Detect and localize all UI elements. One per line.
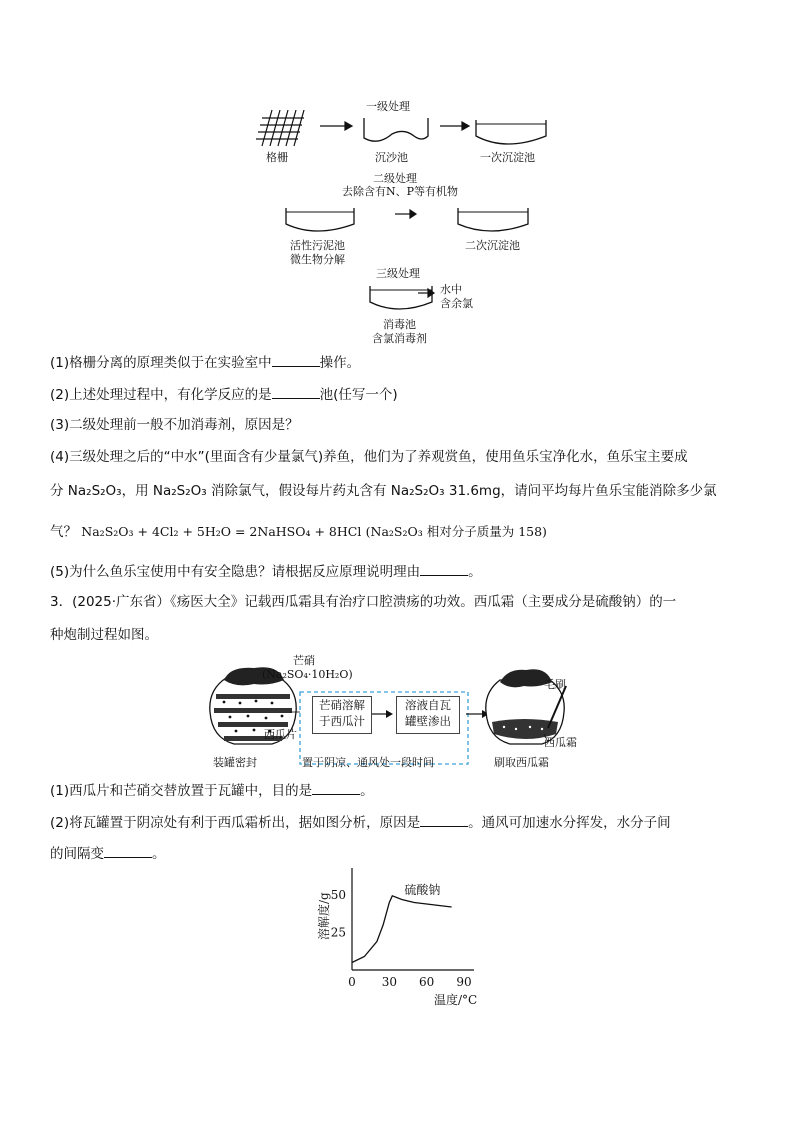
answer-blank[interactable]: [420, 812, 468, 827]
answer-blank[interactable]: [312, 780, 360, 795]
grate-label: 格栅: [266, 151, 288, 164]
question-3-2-line1: [50, 812, 671, 833]
answer-blank[interactable]: [104, 843, 152, 858]
question-2-3: (3)二级处理前一般不加消毒剂，原因是？: [50, 417, 299, 433]
process-box-dissolve: [312, 696, 372, 734]
arrow-right-icon: [386, 710, 393, 718]
brush-label: 毛刷: [544, 678, 566, 691]
solubility-chart: [300, 866, 500, 1012]
q2-1-tail: 操作。: [319, 355, 361, 371]
molar-mass-note: (Na₂S₂O₃ 相对分子质量为 158): [365, 524, 547, 539]
question-2-4-line2: 分 Na₂S₂O₃，用 Na₂S₂O₃ 消除氯气，假设每片药丸含有 Na₂S₂O₃ 31.6mg，请问平均每片鱼乐宝能消除多少氯: [50, 483, 717, 499]
q3-1-tail: 。: [360, 783, 374, 799]
stage2-desc: 去除含有N、P等有机物: [342, 185, 459, 198]
stage3-title: 三级处理: [376, 267, 420, 280]
x-tick-label: 60: [419, 975, 435, 989]
chemical-equation: Na₂S₂O₃ + 4Cl₂ + 5H₂O = 2NaHSO₄ + 8HCl: [81, 524, 362, 539]
caption-seal: 装罐密封: [213, 756, 257, 769]
y-axis-label: 溶解度/g: [317, 892, 331, 940]
q2-1-text: (1)格栅分离的原理类似于在实验室中: [50, 355, 272, 371]
caption-brush-frost: 刷取西瓜霜: [494, 756, 549, 769]
x-tick-label: 30: [381, 975, 397, 989]
water-note-1: 水中: [440, 283, 462, 296]
q2-2-tail: 池(任写一个): [319, 387, 398, 403]
box1-line2: 于西瓜汁: [319, 714, 365, 728]
mirabilite-label: 芒硝: [293, 654, 315, 667]
sludge-desc: 微生物分解: [290, 253, 345, 266]
q2-4-prefix: 气？: [50, 524, 77, 540]
watermelon-slice-label: 西瓜片: [264, 728, 297, 741]
x-tick-label: 0: [348, 975, 356, 989]
box1-line1: 芒硝溶解: [319, 698, 365, 712]
frost-label: 西瓜霜: [544, 736, 577, 749]
series-line-sodium-sulfate: [352, 896, 452, 963]
q3-2-mid: 。通风可加速水分挥发，水分子间: [468, 815, 671, 831]
question-3-intro-line1: 3．(2025·广东省）《疡医大全》记载西瓜霜具有治疗口腔溃疡的功效。西瓜霜（主要成分是硫酸钠）的一: [50, 594, 677, 610]
disinfection-tank-label: 消毒池: [383, 318, 416, 331]
process-box-seep: [396, 696, 460, 734]
question-2-4-line1: (4)三级处理之后的“中水”(里面含有少量氯气)养鱼，他们为了养观赏鱼，使用鱼乐宝净化水，鱼乐宝主要成: [50, 449, 688, 465]
stage2-title: 二级处理: [373, 172, 417, 185]
q2-5-tail: 。: [468, 564, 482, 580]
stage1-title: 一级处理: [366, 100, 410, 113]
box2-line2: 罐壁渗出: [405, 714, 451, 728]
q3-2-line2-tail: 。: [152, 846, 166, 862]
disinfection-desc: 含氯消毒剂: [372, 332, 427, 345]
secondary-sed-label: 二次沉淀池: [465, 239, 520, 252]
caption-cool-place: 置于阴凉、通风处一段时间: [302, 756, 434, 769]
q2-5-text: (5)为什么鱼乐宝使用中有安全隐患？请根据反应原理说明理由: [50, 564, 421, 580]
q2-2-text: (2)上述处理过程中，有化学反应的是: [50, 387, 272, 403]
sludge-tank-label: 活性污泥池: [290, 239, 345, 252]
question-3-intro-line2: 种炮制过程如图。: [50, 627, 158, 643]
mirabilite-formula: (Na₂SO₄·10H₂O): [262, 668, 353, 681]
question-3-1: [50, 780, 374, 801]
x-tick-label: 90: [456, 975, 472, 989]
water-note-2: 含余氯: [440, 297, 473, 310]
q3-1-text: (1)西瓜片和芒硝交替放置于瓦罐中，目的是: [50, 783, 313, 799]
box2-line1: 溶液自瓦: [405, 698, 451, 712]
q3-2-text: (2)将瓦罐置于阴凉处有利于西瓜霜析出，据如图分析，原因是: [50, 815, 421, 831]
question-3-2-line2: [50, 843, 166, 864]
y-tick-label: 50: [330, 888, 346, 902]
primary-sed-label: 一次沉淀池: [480, 151, 535, 164]
series-label: 硫酸钠: [404, 882, 441, 897]
y-tick-label: 25: [330, 925, 346, 940]
x-axis-label: 温度/°C: [434, 993, 478, 1007]
sand-tank-label: 沉沙池: [375, 151, 408, 164]
q3-2-line2-text: 的间隔变: [50, 846, 104, 862]
